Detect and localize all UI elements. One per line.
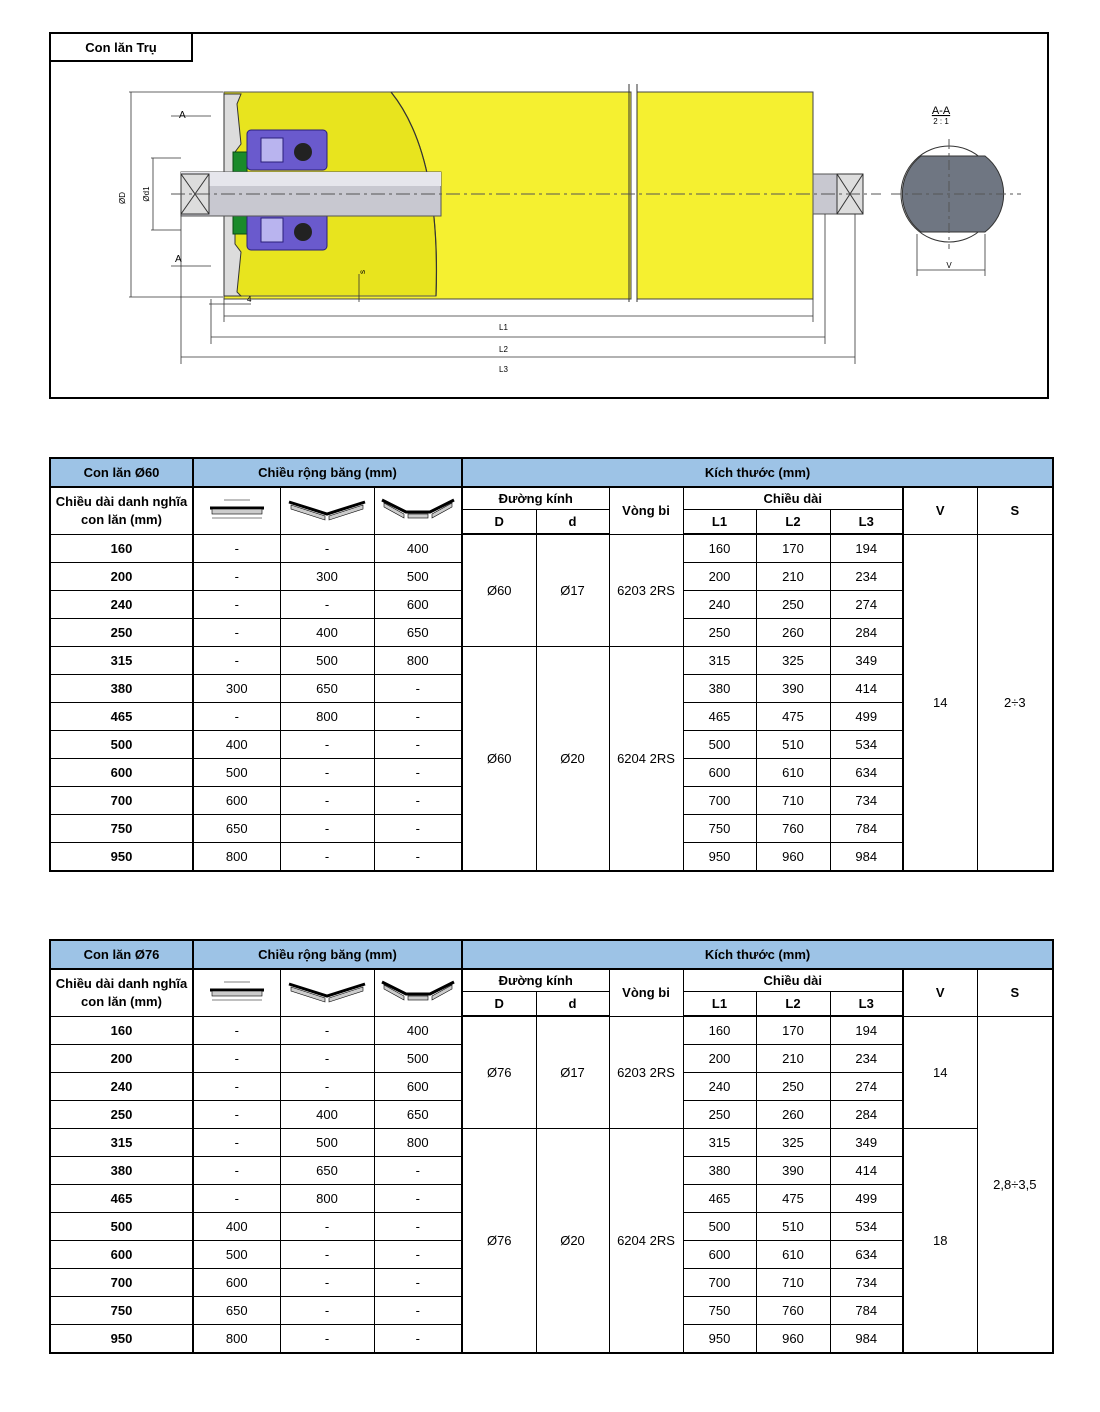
belt-width-vee-cell: -	[280, 534, 374, 563]
d-header: d	[536, 992, 609, 1017]
nominal-length-cell: 500	[50, 1213, 193, 1241]
nominal-length-cell: 950	[50, 843, 193, 872]
L3-cell: 234	[830, 1045, 903, 1073]
nominal-length-cell: 750	[50, 815, 193, 843]
belt-width-trough-cell: 650	[374, 619, 462, 647]
nominal-length-header: Chiều dài danh nghĩa con lăn (mm)	[50, 487, 193, 534]
L1-header: L1	[683, 510, 756, 535]
L3-cell: 499	[830, 703, 903, 731]
belt-width-vee-cell: 400	[280, 1101, 374, 1129]
dim-L2: L2	[499, 345, 508, 354]
belt-width-flat-cell: 300	[193, 675, 280, 703]
belt-width-flat-cell: -	[193, 1045, 280, 1073]
dim-D: ØD	[118, 192, 127, 204]
size-header: Kích thước (mm)	[462, 940, 1053, 969]
belt-width-trough-cell: -	[374, 1297, 462, 1325]
V-cell: 14	[903, 1016, 977, 1129]
belt-width-vee-cell: -	[280, 1016, 374, 1045]
L3-cell: 634	[830, 759, 903, 787]
belt-icon-trough	[374, 487, 462, 534]
belt-width-vee-cell: -	[280, 759, 374, 787]
nominal-length-cell: 240	[50, 1073, 193, 1101]
belt-width-trough-cell: 600	[374, 1073, 462, 1101]
d-cell: Ø17	[536, 534, 609, 647]
L1-cell: 160	[683, 534, 756, 563]
belt-width-vee-cell: 800	[280, 1185, 374, 1213]
L2-cell: 610	[756, 759, 830, 787]
belt-width-flat-cell: -	[193, 1101, 280, 1129]
table-row	[50, 534, 1053, 563]
spec-table-76	[49, 939, 1054, 1354]
flat-idler-icon	[202, 496, 272, 522]
belt-width-vee-cell: -	[280, 815, 374, 843]
diameter-header: Đường kính	[462, 487, 609, 510]
L1-header: L1	[683, 992, 756, 1017]
d-cell: Ø17	[536, 1016, 609, 1129]
belt-width-vee-cell: -	[280, 1269, 374, 1297]
S-header: S	[977, 487, 1053, 534]
belt-width-vee-cell: -	[280, 731, 374, 759]
d-header: d	[536, 510, 609, 535]
belt-width-flat-cell: -	[193, 1157, 280, 1185]
L3-cell: 984	[830, 1325, 903, 1354]
section-view-label: A-A	[931, 105, 951, 117]
nominal-length-cell: 465	[50, 1185, 193, 1213]
L3-cell: 349	[830, 1129, 903, 1157]
L2-cell: 510	[756, 731, 830, 759]
trough-idler-icon	[378, 496, 458, 522]
belt-width-flat-cell: 650	[193, 1297, 280, 1325]
belt-width-vee-cell: -	[280, 1045, 374, 1073]
belt-width-trough-cell: -	[374, 731, 462, 759]
L1-cell: 465	[683, 703, 756, 731]
L1-cell: 950	[683, 1325, 756, 1354]
bearing-header: Vòng bi	[609, 487, 683, 534]
L3-cell: 274	[830, 1073, 903, 1101]
nominal-length-cell: 500	[50, 731, 193, 759]
nominal-length-cell: 250	[50, 1101, 193, 1129]
belt-width-vee-cell: 300	[280, 563, 374, 591]
drawing-title: Con lăn Trụ	[51, 34, 193, 62]
nominal-length-cell: 950	[50, 1325, 193, 1354]
L3-cell: 349	[830, 647, 903, 675]
L2-header: L2	[756, 992, 830, 1017]
trough-idler-icon	[378, 978, 458, 1004]
L3-cell: 534	[830, 1213, 903, 1241]
L2-cell: 250	[756, 591, 830, 619]
belt-width-flat-cell: -	[193, 703, 280, 731]
belt-width-flat-cell: 800	[193, 843, 280, 872]
belt-width-trough-cell: 400	[374, 1016, 462, 1045]
vee-idler-icon	[285, 496, 369, 522]
nominal-length-cell: 750	[50, 1297, 193, 1325]
d-cell: Ø20	[536, 1129, 609, 1354]
belt-width-flat-cell: 600	[193, 1269, 280, 1297]
belt-width-vee-cell: 650	[280, 675, 374, 703]
belt-width-vee-cell: -	[280, 1325, 374, 1354]
L1-cell: 315	[683, 1129, 756, 1157]
roller-body-right	[637, 92, 813, 299]
dim-s: s	[358, 270, 367, 274]
V-header: V	[903, 969, 977, 1016]
belt-width-flat-cell: -	[193, 1185, 280, 1213]
L1-cell: 250	[683, 619, 756, 647]
L3-cell: 284	[830, 1101, 903, 1129]
seal-top	[233, 152, 247, 172]
belt-icon-vee	[280, 969, 374, 1016]
nominal-length-cell: 380	[50, 1157, 193, 1185]
L2-cell: 390	[756, 1157, 830, 1185]
belt-width-vee-cell: 500	[280, 647, 374, 675]
flat-idler-icon	[202, 978, 272, 1004]
belt-width-vee-cell: -	[280, 1241, 374, 1269]
L1-cell: 380	[683, 1157, 756, 1185]
belt-width-flat-cell: -	[193, 1016, 280, 1045]
L1-cell: 200	[683, 1045, 756, 1073]
L1-cell: 500	[683, 731, 756, 759]
L2-cell: 710	[756, 1269, 830, 1297]
L1-cell: 200	[683, 563, 756, 591]
belt-width-trough-cell: -	[374, 815, 462, 843]
D-cell: Ø60	[462, 647, 536, 872]
belt-width-vee-cell: -	[280, 591, 374, 619]
nominal-length-header: Chiều dài danh nghĩa con lăn (mm)	[50, 969, 193, 1016]
bearing-cell: 6204 2RS	[609, 647, 683, 872]
L2-cell: 510	[756, 1213, 830, 1241]
L2-cell: 170	[756, 1016, 830, 1045]
belt-width-trough-cell: 500	[374, 1045, 462, 1073]
belt-width-flat-cell: 400	[193, 1213, 280, 1241]
bearing-header: Vòng bi	[609, 969, 683, 1016]
D-cell: Ø60	[462, 534, 536, 647]
L3-cell: 194	[830, 1016, 903, 1045]
size-header: Kích thước (mm)	[462, 458, 1053, 487]
belt-width-trough-cell: -	[374, 703, 462, 731]
belt-width-vee-cell: -	[280, 787, 374, 815]
nominal-length-cell: 315	[50, 1129, 193, 1157]
section-A-top: A	[179, 110, 186, 121]
L2-cell: 170	[756, 534, 830, 563]
length-header: Chiều dài	[683, 487, 903, 510]
L2-header: L2	[756, 510, 830, 535]
belt-width-vee-cell: -	[280, 843, 374, 872]
belt-width-flat-cell: -	[193, 1073, 280, 1101]
belt-width-trough-cell: -	[374, 1325, 462, 1354]
nominal-length-cell: 700	[50, 787, 193, 815]
L3-cell: 284	[830, 619, 903, 647]
L1-cell: 250	[683, 1101, 756, 1129]
belt-width-trough-cell: -	[374, 1241, 462, 1269]
L3-cell: 734	[830, 787, 903, 815]
dim-V: V	[946, 261, 952, 270]
belt-width-flat-cell: 400	[193, 731, 280, 759]
L2-cell: 325	[756, 647, 830, 675]
belt-width-trough-cell: 500	[374, 563, 462, 591]
belt-width-flat-cell: -	[193, 619, 280, 647]
L3-cell: 274	[830, 591, 903, 619]
L3-cell: 414	[830, 675, 903, 703]
belt-width-trough-cell: -	[374, 759, 462, 787]
bearing-cell: 6203 2RS	[609, 534, 683, 647]
belt-width-vee-cell: 500	[280, 1129, 374, 1157]
belt-width-header: Chiều rộng băng (mm)	[193, 940, 462, 969]
belt-width-flat-cell: -	[193, 534, 280, 563]
L1-cell: 600	[683, 1241, 756, 1269]
dim-d1: Ød1	[142, 186, 151, 202]
belt-width-header: Chiều rộng băng (mm)	[193, 458, 462, 487]
L1-cell: 700	[683, 1269, 756, 1297]
V-cell: 14	[903, 534, 977, 871]
belt-icon-flat	[193, 487, 280, 534]
length-header: Chiều dài	[683, 969, 903, 992]
dim-L3: L3	[499, 365, 508, 374]
roller-drawing-frame	[49, 32, 1049, 399]
L1-cell: 240	[683, 591, 756, 619]
L2-cell: 710	[756, 787, 830, 815]
spec-table-60	[49, 457, 1054, 872]
table-title: Con lăn Ø60	[50, 458, 193, 487]
nominal-length-cell: 380	[50, 675, 193, 703]
nominal-length-cell: 700	[50, 1269, 193, 1297]
L3-cell: 414	[830, 1157, 903, 1185]
belt-width-trough-cell: -	[374, 1185, 462, 1213]
nominal-length-cell: 200	[50, 563, 193, 591]
belt-width-vee-cell: 800	[280, 703, 374, 731]
L1-cell: 750	[683, 815, 756, 843]
belt-width-flat-cell: 500	[193, 1241, 280, 1269]
L2-cell: 250	[756, 1073, 830, 1101]
L2-cell: 475	[756, 1185, 830, 1213]
L2-cell: 260	[756, 1101, 830, 1129]
L3-cell: 499	[830, 1185, 903, 1213]
belt-width-vee-cell: 650	[280, 1157, 374, 1185]
L3-cell: 734	[830, 1269, 903, 1297]
L2-cell: 610	[756, 1241, 830, 1269]
table-title: Con lăn Ø76	[50, 940, 193, 969]
L3-cell: 234	[830, 563, 903, 591]
belt-width-trough-cell: -	[374, 1269, 462, 1297]
L1-cell: 160	[683, 1016, 756, 1045]
nominal-length-cell: 240	[50, 591, 193, 619]
belt-width-trough-cell: 400	[374, 534, 462, 563]
seal-bottom	[233, 214, 247, 234]
d-cell: Ø20	[536, 647, 609, 872]
roller-drawing	[51, 34, 1047, 397]
L1-cell: 315	[683, 647, 756, 675]
belt-width-vee-cell: -	[280, 1213, 374, 1241]
belt-width-flat-cell: -	[193, 591, 280, 619]
belt-width-trough-cell: -	[374, 1157, 462, 1185]
bearing-cell: 6204 2RS	[609, 1129, 683, 1354]
belt-width-flat-cell: 600	[193, 787, 280, 815]
table-row	[50, 1129, 1053, 1157]
vee-idler-icon	[285, 978, 369, 1004]
L3-cell: 784	[830, 1297, 903, 1325]
V-cell: 18	[903, 1129, 977, 1354]
L2-cell: 210	[756, 563, 830, 591]
nominal-length-cell: 250	[50, 619, 193, 647]
L2-cell: 760	[756, 815, 830, 843]
belt-width-flat-cell: 650	[193, 815, 280, 843]
belt-width-flat-cell: -	[193, 563, 280, 591]
nominal-length-cell: 160	[50, 1016, 193, 1045]
L2-cell: 475	[756, 703, 830, 731]
L3-cell: 984	[830, 843, 903, 872]
belt-width-vee-cell: 400	[280, 619, 374, 647]
D-header: D	[462, 510, 536, 535]
belt-width-trough-cell: -	[374, 843, 462, 872]
belt-width-trough-cell: 650	[374, 1101, 462, 1129]
belt-width-trough-cell: -	[374, 675, 462, 703]
belt-width-trough-cell: 800	[374, 647, 462, 675]
nominal-length-cell: 160	[50, 534, 193, 563]
dim-L1: L1	[499, 323, 508, 332]
L3-header: L3	[830, 510, 903, 535]
S-header: S	[977, 969, 1053, 1016]
L2-cell: 390	[756, 675, 830, 703]
belt-width-flat-cell: 800	[193, 1325, 280, 1354]
belt-icon-vee	[280, 487, 374, 534]
D-cell: Ø76	[462, 1016, 536, 1129]
L1-cell: 240	[683, 1073, 756, 1101]
S-cell: 2÷3	[977, 534, 1053, 871]
L1-cell: 380	[683, 675, 756, 703]
diameter-header: Đường kính	[462, 969, 609, 992]
belt-width-trough-cell: 800	[374, 1129, 462, 1157]
dim-4: 4	[247, 295, 252, 304]
belt-width-trough-cell: -	[374, 787, 462, 815]
L2-cell: 960	[756, 1325, 830, 1354]
L3-cell: 194	[830, 534, 903, 563]
L3-cell: 784	[830, 815, 903, 843]
nominal-length-cell: 315	[50, 647, 193, 675]
L2-cell: 760	[756, 1297, 830, 1325]
belt-width-trough-cell: -	[374, 1213, 462, 1241]
belt-width-vee-cell: -	[280, 1297, 374, 1325]
nominal-length-cell: 465	[50, 703, 193, 731]
section-view-scale: 2 : 1	[933, 117, 949, 126]
belt-width-vee-cell: -	[280, 1073, 374, 1101]
L2-cell: 210	[756, 1045, 830, 1073]
bearing-top	[247, 130, 327, 170]
L2-cell: 960	[756, 843, 830, 872]
bearing-cell: 6203 2RS	[609, 1016, 683, 1129]
belt-width-flat-cell: -	[193, 1129, 280, 1157]
L1-cell: 500	[683, 1213, 756, 1241]
belt-width-flat-cell: 500	[193, 759, 280, 787]
L1-cell: 465	[683, 1185, 756, 1213]
table-row	[50, 1016, 1053, 1045]
nominal-length-cell: 600	[50, 759, 193, 787]
L1-cell: 600	[683, 759, 756, 787]
V-header: V	[903, 487, 977, 534]
D-cell: Ø76	[462, 1129, 536, 1354]
belt-width-trough-cell: 600	[374, 591, 462, 619]
D-header: D	[462, 992, 536, 1017]
L1-cell: 750	[683, 1297, 756, 1325]
S-cell: 2,8÷3,5	[977, 1016, 1053, 1353]
nominal-length-cell: 600	[50, 1241, 193, 1269]
table-row	[50, 647, 1053, 675]
L1-cell: 700	[683, 787, 756, 815]
belt-width-flat-cell: -	[193, 647, 280, 675]
nominal-length-cell: 200	[50, 1045, 193, 1073]
belt-icon-flat	[193, 969, 280, 1016]
L3-header: L3	[830, 992, 903, 1017]
belt-icon-trough	[374, 969, 462, 1016]
L2-cell: 260	[756, 619, 830, 647]
L3-cell: 634	[830, 1241, 903, 1269]
section-A-bottom: A	[175, 254, 182, 265]
L2-cell: 325	[756, 1129, 830, 1157]
L1-cell: 950	[683, 843, 756, 872]
L3-cell: 534	[830, 731, 903, 759]
